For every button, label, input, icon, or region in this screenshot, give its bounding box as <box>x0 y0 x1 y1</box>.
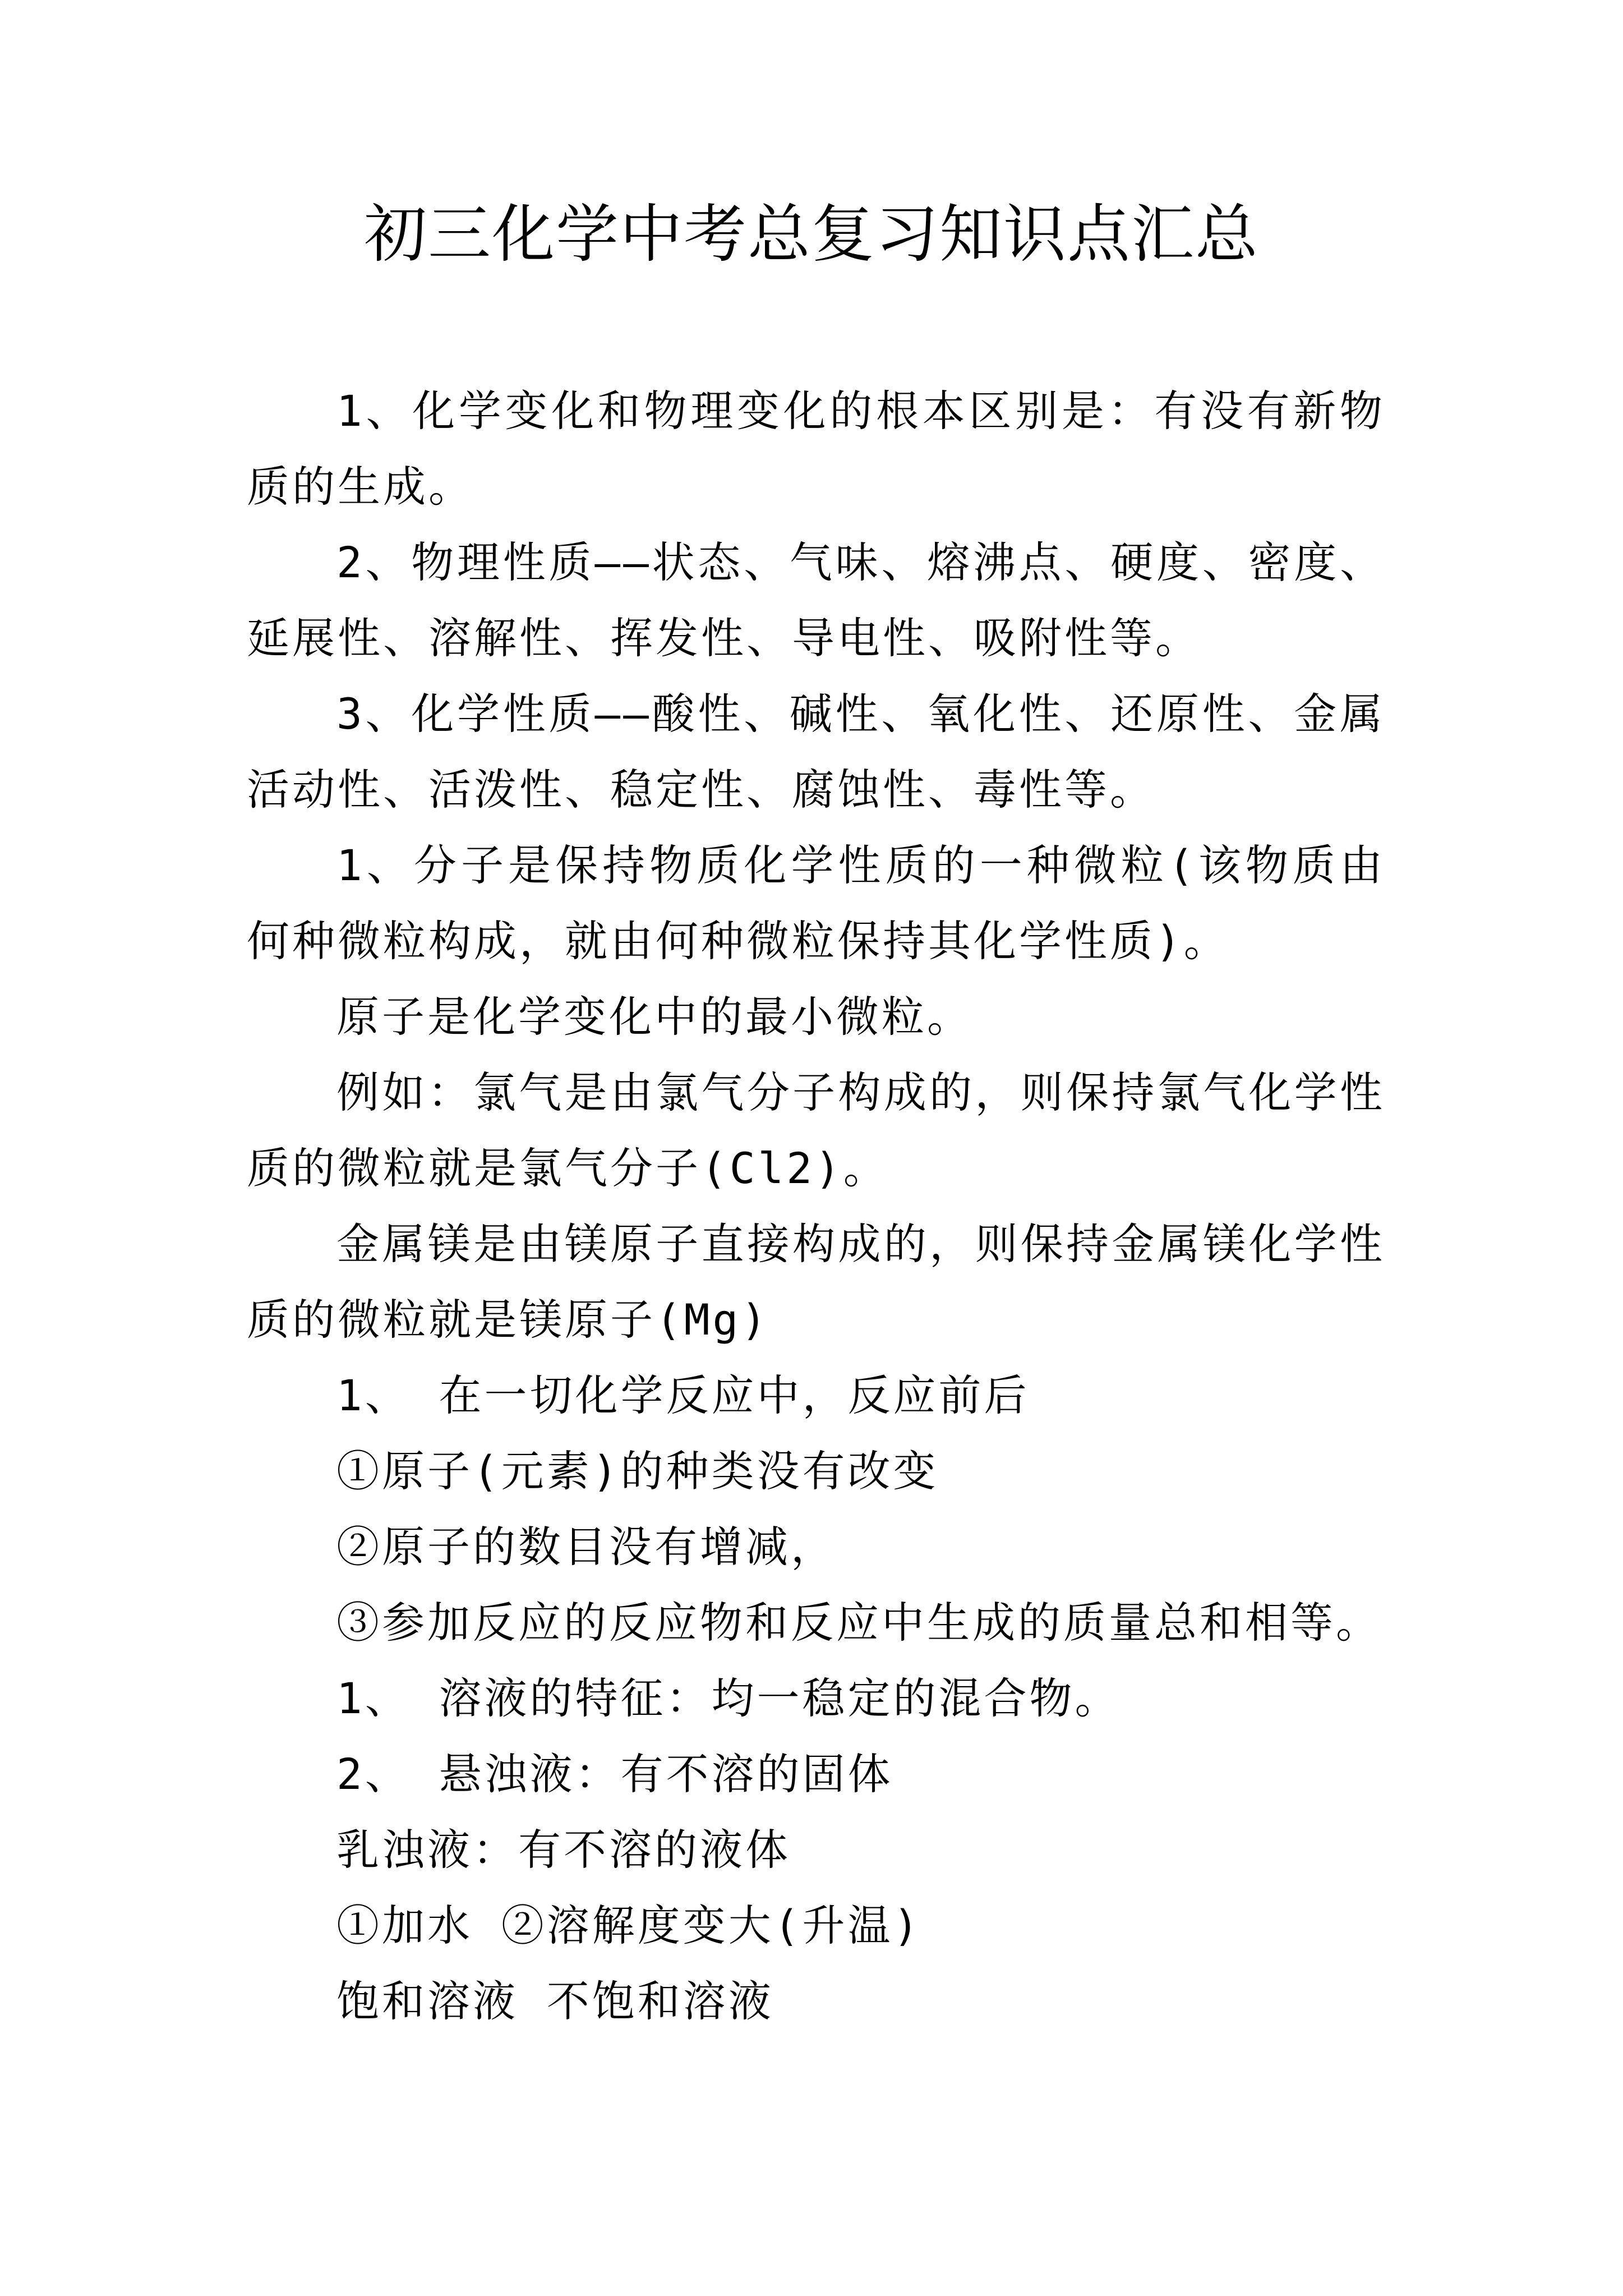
document-title: 初三化学中考总复习知识点汇总 <box>364 198 1259 271</box>
paragraph-emulsion: 乳浊液：有不溶的液体 <box>336 1825 791 1875</box>
list-item-conservation-3: ③参加反应的反应物和反应中生成的质量总和相等。 <box>336 1598 1381 1648</box>
paragraph-saturated-unsaturated: 饱和溶液 不饱和溶液 <box>336 1976 774 2026</box>
paragraph-suspension: 2、 悬浊液：有不溶的固体 <box>336 1749 893 1799</box>
paragraph-physical-properties: 2、物理性质——状态、气味、熔沸点、硬度、密度、延展性、溶解性、挥发性、导电性、吸附性等。 <box>247 537 1385 663</box>
paragraph-chlorine-example: 例如：氯气是由氯气分子构成的，则保持氯气化学性质的微粒就是氯气分子(Cl2)。 <box>247 1068 1385 1193</box>
paragraph-magnesium-example: 金属镁是由镁原子直接构成的，则保持金属镁化学性质的微粒就是镁原子(Mg) <box>247 1219 1385 1345</box>
list-item-conservation-2: ②原子的数目没有增减， <box>336 1522 836 1572</box>
paragraph-molecule-definition: 1、分子是保持物质化学性质的一种微粒(该物质由何种微粒构成，就由何种微粒保持其化学性质)。 <box>247 840 1385 966</box>
paragraph-solution-features: 1、 溶液的特征：均一稳定的混合物。 <box>336 1673 1121 1723</box>
paragraph-conservation-heading: 1、 在一切化学反应中，反应前后 <box>336 1370 1030 1420</box>
paragraph-chemical-properties: 3、化学性质——酸性、碱性、氧化性、还原性、金属活动性、活泼性、稳定性、腐蚀性、毒性等。 <box>247 689 1385 815</box>
paragraph-saturation-methods: ①加水 ②溶解度变大(升温) <box>336 1901 922 1950</box>
list-item-conservation-1: ①原子(元素)的种类没有改变 <box>336 1446 939 1496</box>
paragraph-chemical-vs-physical-change: 1、化学变化和物理变化的根本区别是：有没有新物质的生成。 <box>247 386 1385 512</box>
paragraph-atom-definition: 原子是化学变化中的最小微粒。 <box>336 992 972 1042</box>
document-body <box>247 373 1385 2039</box>
